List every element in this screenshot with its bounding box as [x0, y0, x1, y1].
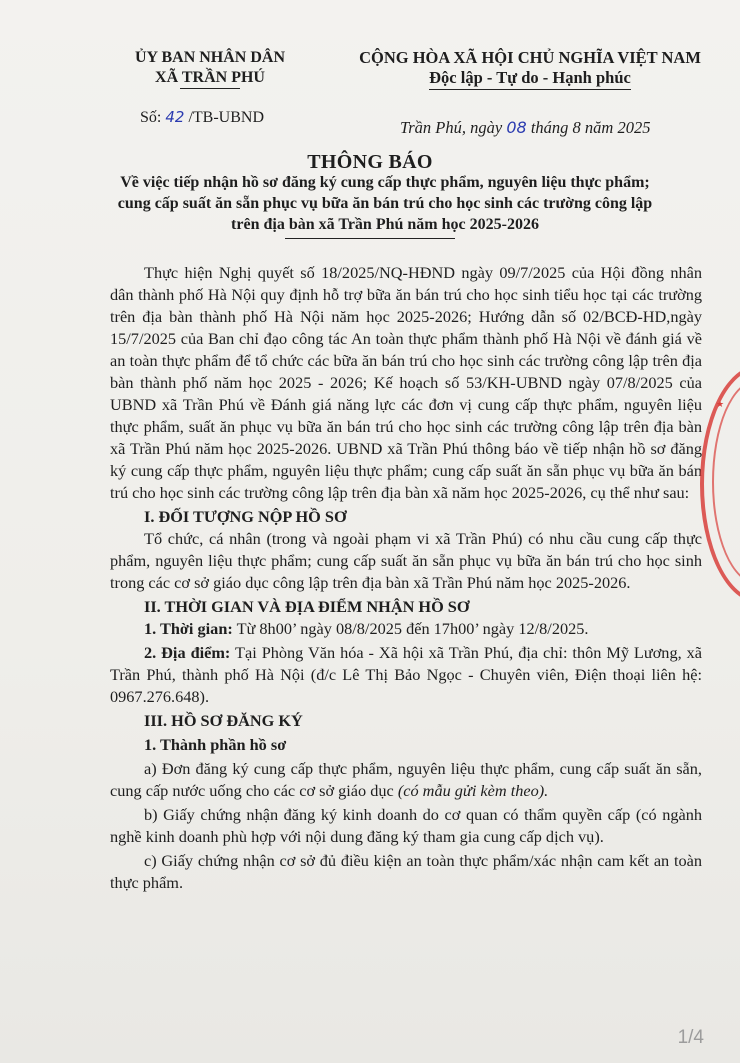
- time-label: 1. Thời gian:: [144, 619, 233, 638]
- nation-line-2: Độc lập - Tự do - Hạnh phúc: [429, 68, 631, 90]
- date-prefix: Trần Phú, ngày: [400, 118, 503, 137]
- item-b: b) Giấy chứng nhận đăng ký kinh doanh do cơ quan có thẩm quyền cấp (có ngành nghề kinh doanh phù hợp với nội dung đăng ký tham gia cung cấp dịch vụ).: [110, 805, 702, 846]
- doc-no-value: 42: [165, 108, 185, 126]
- item-a-note: (có mẫu gửi kèm theo).: [397, 781, 549, 800]
- section-3-sub-1: 1. Thành phần hồ sơ: [144, 735, 287, 754]
- item-c: c) Giấy chứng nhận cơ sở đủ điều kiện an toàn thực phẩm/xác nhận cam kết an toàn thực phẩm.: [110, 851, 702, 892]
- item-a-text: a) Đơn đăng ký cung cấp thực phẩm, nguyên liệu thực phẩm, cung cấp suất ăn sẵn, cung cấp nước uống cho các cơ sở giáo dục: [110, 759, 702, 800]
- date-suffix: tháng 8 năm 2025: [530, 118, 651, 137]
- org-line-2: XÃ TRẦN PHÚ: [155, 69, 265, 86]
- subtitle-line-1: Về việc tiếp nhận hồ sơ đăng ký cung cấp thực phẩm, nguyên liệu thực phẩm;: [120, 174, 650, 191]
- document-number: [140, 108, 264, 127]
- org-underline: [180, 88, 240, 89]
- intro-paragraph: Thực hiện Nghị quyết số 18/2025/NQ-HĐND ngày 09/7/2025 của Hội đồng nhân dân thành phố Hà Nội quy định hỗ trợ bữa ăn bán trú cho học sinh tiểu học tại các trường trên địa bàn thành phố Hà Nội năm học 2025-2026; Hướng dẫn số 02/BCĐ-HD,ngày 15/7/2025 của Ban chỉ đạo công tác An toàn thực phẩm thành phố Hà Nội về đánh giá về an toàn thực phẩm để tổ chức các bữa ăn bán trú cho học sinh các trường công lập trên địa bàn thành phố năm học 2025 - 2026; Kế hoạch số 53/KH-UBND ngày 07/8/2025 của UBND xã Trần Phú về Đánh giá năng lực các đơn vị cung cấp thực phẩm, nguyên liệu thực phẩm, suất ăn phục vụ bữa ăn bán trú cho học sinh các trường công lập trên địa bàn xã Trần Phú năm học 2025-2026. UBND xã Trần Phú thông báo về tiếp nhận hồ sơ đăng ký cung cấp thực phẩm, nguyên liệu thực phẩm; cung cấp suất ăn sẵn phục vụ bữa ăn bán trú cho học sinh các trường công lập trên địa bàn xã năm học 2025-2026, cụ thể như sau:: [110, 263, 702, 502]
- subtitle-line-2: cung cấp suất ăn sẵn phục vụ bữa ăn bán trú cho học sinh các trường công lập: [117, 195, 653, 212]
- org-line-1: ỦY BAN NHÂN DÂN: [134, 49, 286, 66]
- national-motto: [345, 48, 715, 90]
- doc-no-suffix: /TB-UBND: [188, 109, 264, 126]
- seal-mark-1: ★: [716, 400, 725, 410]
- place-text: Tại Phòng Văn hóa - Xã hội xã Trần Phú, địa chỉ: thôn Mỹ Lương, xã Trần Phú, thành phố Hà Nội (đ/c Lê Thị Bảo Ngọc - Chuyên viên, Điện thoại liên hệ: 0967.276.648).: [110, 643, 702, 706]
- section-2-place: [110, 642, 702, 708]
- section-3-heading: III. HỒ SƠ ĐĂNG KÝ: [144, 711, 303, 730]
- place-label: 2. Địa điểm:: [144, 643, 231, 662]
- subtitle-line-3: trên địa bàn xã Trần Phú năm học 2025-2026: [231, 216, 539, 233]
- document-title: THÔNG BÁO: [307, 151, 433, 173]
- document-date: [400, 118, 650, 138]
- nation-line-1: CỘNG HÒA XÃ HỘI CHỦ NGHĨA VIỆT NAM: [359, 48, 701, 67]
- date-day: 08: [506, 118, 527, 137]
- section-2-heading: II. THỜI GIAN VÀ ĐỊA ĐIỂM NHẬN HỒ SƠ: [144, 597, 470, 616]
- doc-no-label: Số:: [140, 109, 162, 126]
- document-subtitle: [90, 172, 680, 235]
- page-indicator: 1/4: [677, 1027, 704, 1048]
- document-body: [110, 262, 702, 894]
- issuing-organization: [100, 48, 320, 88]
- section-1-heading: I. ĐỐI TƯỢNG NỘP HỒ SƠ: [144, 507, 347, 526]
- time-text: Từ 8h00’ ngày 08/8/2025 đến 17h00’ ngày 12/8/2025.: [236, 619, 589, 638]
- section-2-time: [110, 618, 702, 640]
- title-underline: [285, 238, 455, 239]
- section-1-text: Tổ chức, cá nhân (trong và ngoài phạm vi xã Trần Phú) có nhu cầu cung cấp thực phẩm, nguyên liệu thực phẩm; cung cấp suất ăn sẵn phục vụ bữa ăn bán trú cho học sinh trong các cơ sở giáo dục công lập trên địa bàn xã Trần Phú năm học 2025-2026.: [110, 529, 702, 592]
- item-a: [110, 758, 702, 802]
